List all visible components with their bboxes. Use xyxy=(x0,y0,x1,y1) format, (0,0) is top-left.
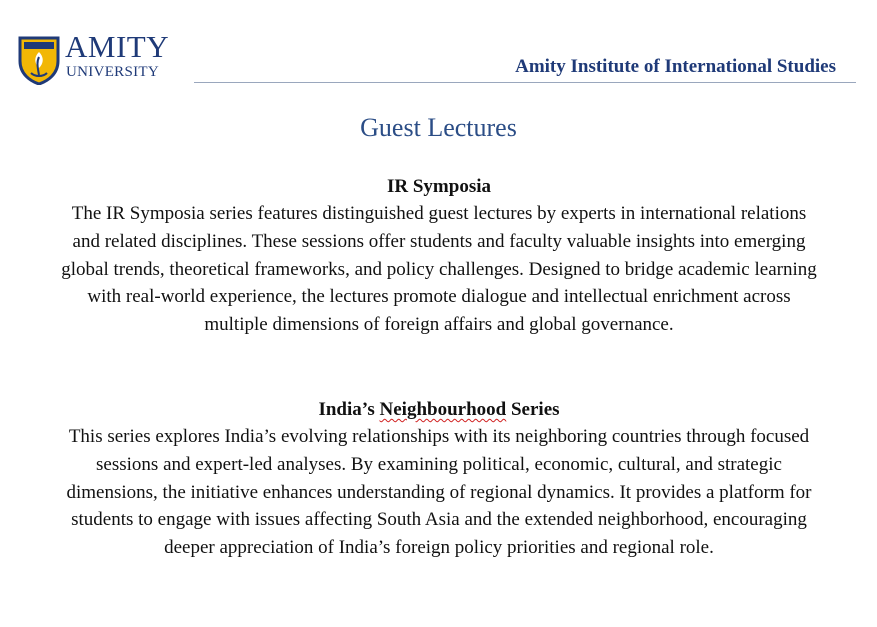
amity-university-logo xyxy=(17,29,177,85)
heading-suffix: Series xyxy=(506,399,560,420)
spellcheck-marked-word: Neighbourhood xyxy=(379,399,507,420)
header-divider xyxy=(194,82,856,83)
section-heading xyxy=(60,396,818,423)
amity-shield-icon xyxy=(17,35,61,85)
heading-prefix: India’s xyxy=(318,399,380,420)
section-ir-symposia xyxy=(60,173,818,339)
section-heading: IR Symposia xyxy=(387,176,491,197)
section-body: This series explores India’s evolving relationships with its neighboring countries through focused sessions and expert-led analyses. By examining political, economic, cultural, and strategic dimensions, the initiative enhances understanding of regional dynamics. It provides a platform for students to engage with issues affecting South Asia and the extended neighborhood, encouraging deeper appreciation of India’s foreign policy priorities and regional role. xyxy=(66,426,812,559)
page-title: Guest Lectures xyxy=(360,113,517,142)
institute-name: Amity Institute of International Studies xyxy=(515,56,836,77)
section-body: The IR Symposia series features distinguished guest lectures by experts in international relations and related disciplines. These sessions offer students and faculty valuable insights into emerging global trends, theoretical frameworks, and policy challenges. Designed to bridge academic learning with real-world experience, the lectures promote dialogue and intellectual enrichment across multiple dimensions of foreign affairs and global governance. xyxy=(61,203,817,336)
section-neighbourhood-series xyxy=(60,396,818,562)
logo-subtitle: UNIVERSITY xyxy=(66,64,159,80)
page-header xyxy=(0,0,877,90)
logo-name: AMITY xyxy=(65,29,170,64)
